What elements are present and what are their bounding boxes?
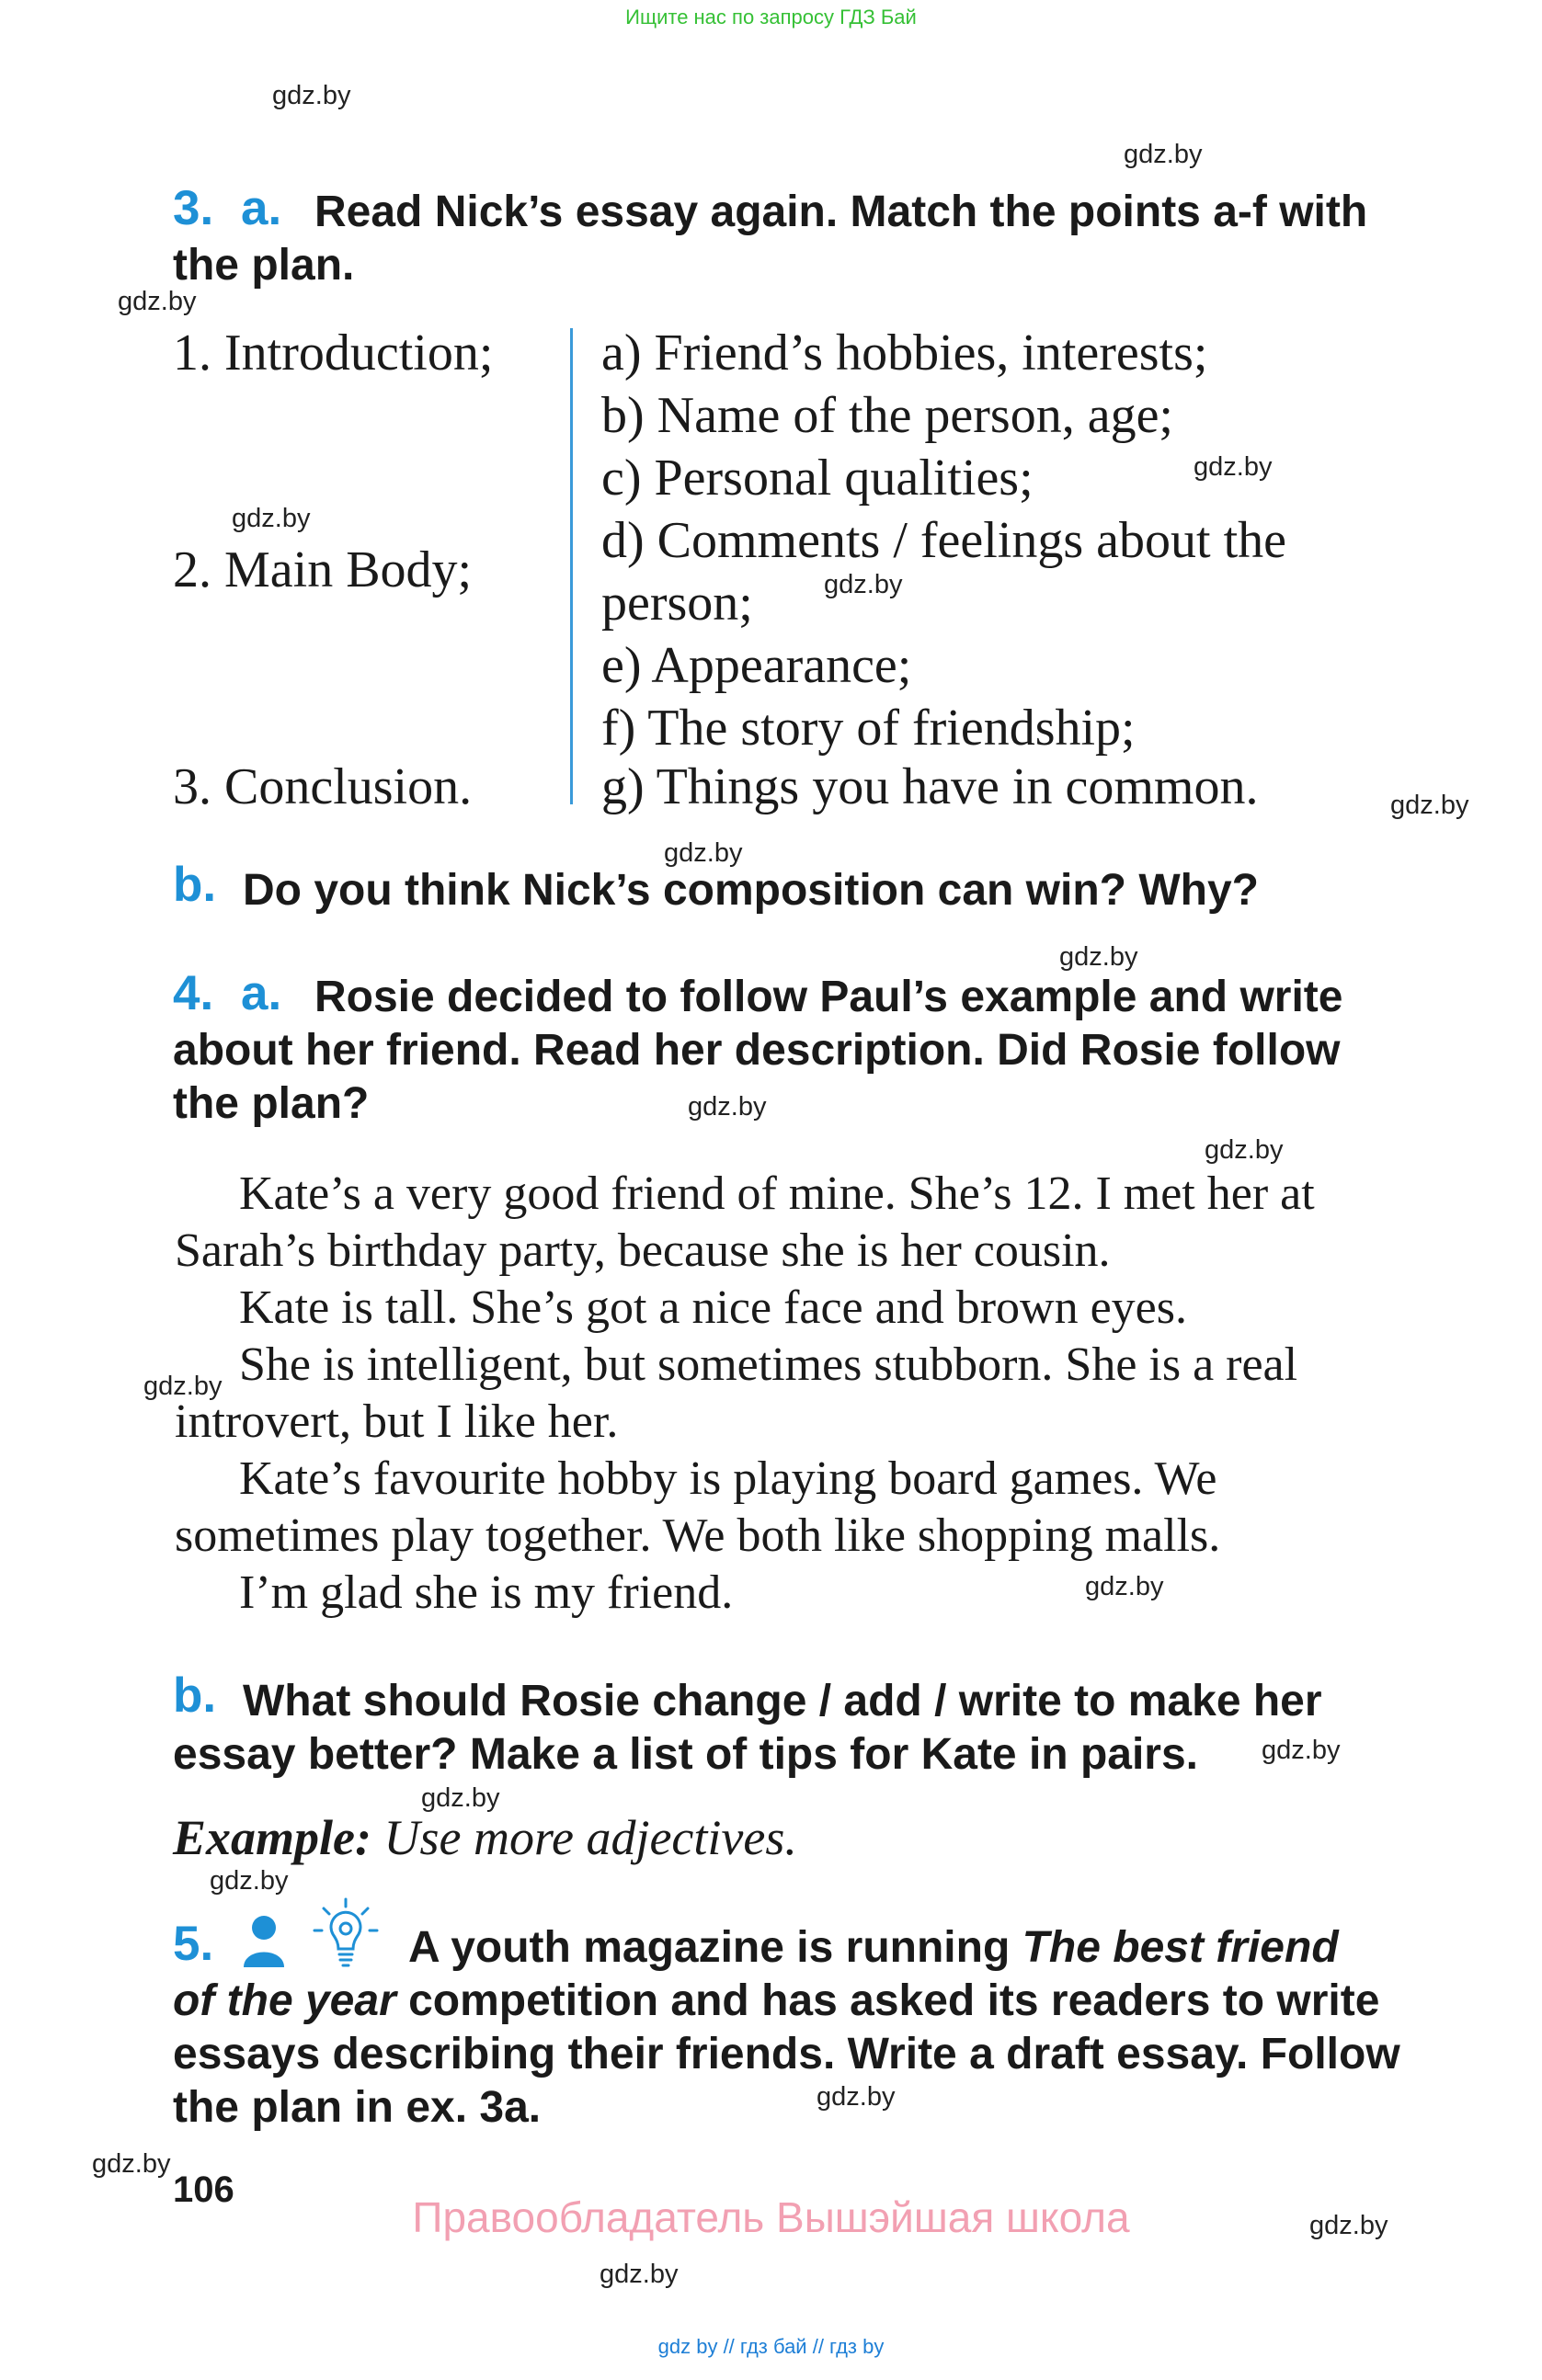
lightbulb-icon [313, 1897, 379, 1971]
watermark: gdz.by [1194, 452, 1273, 482]
watermark: gdz.by [817, 2082, 896, 2112]
exercise-5-text-part2: competition and has asked its readers to write [395, 1976, 1380, 2025]
essay-paragraph: She is intelligent, but sometimes stubborn. She is a real introvert, but I like her. [175, 1338, 1298, 1448]
watermark: gdz.by [210, 1866, 289, 1896]
point-g: g) Things you have in common. [601, 758, 1259, 815]
exercise-4a-label: a. [241, 966, 282, 1020]
exercise-3a-instruction-line1: Read Nick’s essay again. Match the points a-f with [314, 188, 1368, 236]
watermark: gdz.by [1262, 1736, 1341, 1765]
point-e: e) Appearance; [601, 637, 912, 694]
watermark: gdz.by [421, 1783, 500, 1813]
exercise-5-line2 [173, 1975, 1379, 2028]
watermark: gdz.by [232, 504, 311, 533]
essay-paragraph: Kate’s a very good friend of mine. She’s 12. I met her at Sarah’s birthday party, because she is her cousin. [175, 1167, 1315, 1277]
exercise-3b-instruction: Do you think Nick’s composition can win? Why? [243, 866, 1259, 915]
exercise-3a-instruction-line2: the plan. [173, 241, 355, 290]
watermark: gdz.by [688, 1092, 767, 1122]
watermark: gdz.by [1205, 1135, 1284, 1165]
point-b: b) Name of the person, age; [601, 387, 1173, 444]
point-d-continued: person; [601, 575, 753, 632]
plan-item-introduction: 1. Introduction; [173, 325, 494, 381]
essay-paragraph: Kate is tall. She’s got a nice face and brown eyes. [239, 1281, 1187, 1334]
top-banner[interactable]: Ищите нас по запросу ГДЗ Бай [625, 6, 917, 28]
example-line [173, 1809, 797, 1866]
watermark: gdz.by [600, 2260, 679, 2289]
point-f: f) The story of friendship; [601, 700, 1136, 757]
exercise-5-line4: the plan in ex. 3a. [173, 2083, 542, 2132]
plan-divider-line [570, 328, 573, 804]
plan-item-main-body: 2. Main Body; [173, 541, 473, 598]
exercise-5-italic-part1: The best friend [1022, 1923, 1339, 1972]
point-c: c) Personal qualities; [601, 450, 1034, 507]
watermark: gdz.by [1390, 791, 1469, 820]
watermark: gdz.by [664, 838, 743, 868]
point-d: d) Comments / feelings about the [601, 512, 1286, 569]
watermark: gdz.by [824, 570, 903, 599]
exercise-4b-label: b. [173, 1668, 217, 1723]
page-number: 106 [173, 2169, 234, 2210]
exercise-4a-instruction-line1: Rosie decided to follow Paul’s example and write [314, 973, 1343, 1021]
example-label: Example: [173, 1810, 371, 1865]
exercise-5-line1 [408, 1921, 1339, 1975]
point-a: a) Friend’s hobbies, interests; [601, 325, 1208, 381]
exercise-4a-instruction-line3: the plan? [173, 1079, 370, 1128]
exercise-4-number: 4. [173, 966, 214, 1020]
watermark: gdz.by [272, 81, 351, 110]
exercise-5-number: 5. [173, 1917, 214, 1971]
watermark: gdz.by [1309, 2211, 1388, 2240]
exercise-5-text-part1: A youth magazine is running [408, 1923, 1022, 1972]
watermark: gdz.by [1124, 140, 1203, 169]
essay-paragraph: I’m glad she is my friend. [239, 1566, 734, 1619]
exercise-4a-instruction-line2: about her friend. Read her description. Did Rosie follow [173, 1026, 1341, 1075]
example-text: Use more adjectives. [383, 1810, 797, 1865]
rosie-essay [175, 1166, 1393, 1622]
plan-item-conclusion: 3. Conclusion. [173, 758, 473, 815]
copyright-notice: Правообладатель Вышэйшая школа [412, 2193, 1130, 2241]
watermark: gdz.by [118, 287, 197, 316]
watermark: gdz.by [143, 1372, 223, 1401]
exercise-4b-instruction-line2: essay better? Make a list of tips for Kate in pairs. [173, 1730, 1199, 1779]
watermark: gdz.by [1059, 942, 1138, 972]
exercise-3a-label: a. [241, 181, 282, 235]
exercise-5-italic-part2: of the year [173, 1976, 396, 2025]
footer-links[interactable]: gdz by // гдз бай // гдз by [657, 2335, 885, 2358]
exercise-3b-label: b. [173, 858, 217, 912]
person-icon [241, 1914, 287, 1969]
exercise-3-number: 3. [173, 181, 214, 235]
exercise-4b-instruction-line1: What should Rosie change / add / write to make her [243, 1677, 1322, 1725]
essay-paragraph: Kate’s favourite hobby is playing board games. We sometimes play together. We both like shopping malls. [175, 1452, 1221, 1562]
watermark: gdz.by [92, 2149, 171, 2179]
exercise-5-line3: essays describing their friends. Write a draft essay. Follow [173, 2030, 1400, 2078]
watermark: gdz.by [1085, 1572, 1164, 1601]
